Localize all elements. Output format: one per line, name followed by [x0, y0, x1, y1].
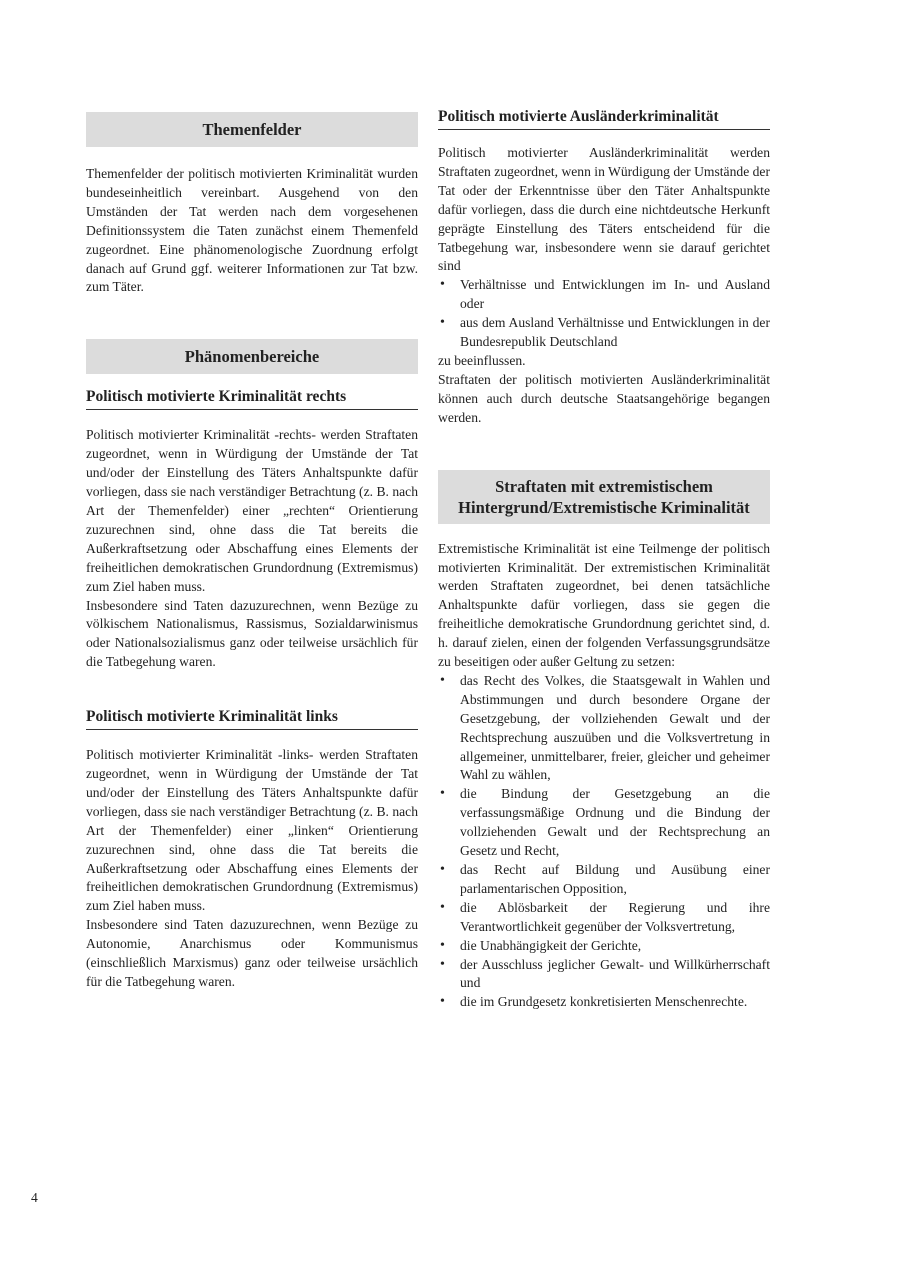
themenfelder-text: Themenfelder der politisch motivierten Kriminalität wurden bundeseinheitlich vereinbart. Ausgehend von den Umständen der Tat werden nach dem vorgesehenen Definitionssystem die Taten zunächst einem Themenfeld zugeordnet. Eine phänomenologische Zuordnung erfolgt danach auf Grund ggf. weiterer Informationen zur Tat bzw. zum Täter. — [86, 166, 418, 295]
auslaender-heading: Politisch motivierte Ausländerkriminalität — [438, 107, 770, 130]
extremismus-heading: Straftaten mit extremistischem Hintergrund/Extremistische Kriminalität — [438, 470, 770, 524]
links-text: Politisch motivierter Kriminalität -links- werden Straftaten zugeordnet, wenn in Würdigung der Umstände der Tat und/oder der Einstellung des Täters Anhaltspunkte dafür vorliegen, dass sie nach verständiger Betrachtung (z. B. nach Art der Themenfelder) einer „linken“ Orientierung zuzurechnen sind, ohne dass die Tat bereits die Außerkraftsetzung oder Abschaffung eines Elements der freiheitlichen demokratischen Grundordnung (Extremismus) zum Ziel haben muss. — [86, 747, 418, 914]
list-item: • die im Grundgesetz konkretisierten Menschenrechte. — [438, 993, 770, 1012]
rechts-text: Politisch motivierter Kriminalität -rechts- werden Straftaten zugeordnet, wenn in Würdigung der Umstände der Tat und/oder der Einstellung des Täters Anhaltspunkte dafür vorliegen, dass sie nach verständiger Betrachtung (z. B. nach Art der Themenfelder) einer „rechten“ Orientierung zuzurechnen sind, ohne dass die Tat bereits die Außerkraftsetzung oder Abschaffung eines Elements der freiheitlichen demokratischen Grundordnung (Extremismus) zum Ziel haben muss. — [86, 427, 418, 594]
list-item: • das Recht auf Bildung und Ausübung einer parlamentarischen Opposition, — [438, 861, 770, 899]
list-item: • Verhältnisse und Entwicklungen im In- und Ausland oder — [438, 276, 770, 314]
list-item: • die Unabhängigkeit der Gerichte, — [438, 937, 770, 956]
phaenomenbereiche-heading: Phänomenbereiche — [86, 339, 418, 374]
page-number: 4 — [31, 1190, 38, 1205]
list-item: • aus dem Ausland Verhältnisse und Entwicklungen in der Bundesrepublik Deutschland — [438, 314, 770, 352]
list-item: • das Recht des Volkes, die Staatsgewalt in Wahlen und Abstimmungen und durch besondere Organe der Gesetzgebung, der vollziehenden Gewalt und der Rechtsprechung auszuüben und die Volksvertretung in allgemeiner, unmittelbarer, freier, gleicher und geheimer Wahl zu wählen, — [438, 672, 770, 785]
rechts-heading: Politisch motivierte Kriminalität rechts — [86, 387, 418, 410]
rechts-text-2: Insbesondere sind Taten dazuzurechnen, wenn Bezüge zu völkischem Nationalismus, Rassismus, Sozialdarwinismus oder Nationalsozialismus ganz oder teilweise ursächlich für die Tatbegehung waren. — [86, 597, 418, 670]
extremismus-list — [438, 672, 770, 1012]
links-heading: Politisch motivierte Kriminalität links — [86, 707, 418, 730]
extremismus-text: Extremistische Kriminalität ist eine Teilmenge der politisch motivierten Kriminalität. Der extremistischen Kriminalität werden Straftaten zugeordnet, bei denen tatsächliche Anhaltspunkte dafür vorliegen, dass sie gegen die freiheitliche demokratische Grundordnung gerichtet sind, d. h. darauf zielen, einen der folgenden Verfassungsgrundsätze zu beseitigen oder außer Geltung zu setzen: — [438, 540, 770, 670]
right-column — [438, 110, 770, 1012]
themenfelder-heading: Themenfelder — [86, 112, 418, 147]
left-column — [86, 110, 418, 992]
list-item: • der Ausschluss jeglicher Gewalt- und Willkürherrschaft und — [438, 956, 770, 994]
list-item: • die Bindung der Gesetzgebung an die verfassungsmäßige Ordnung und die Bindung der vollziehenden Gewalt und der Rechtsprechung an Gesetz und Recht, — [438, 785, 770, 861]
auslaender-text: Politisch motivierter Ausländerkriminalität werden Straftaten zugeordnet, wenn in Würdigung der Umstände der Tat oder der Erkenntnisse über den Täter Anhaltspunkte dafür vorliegen, dass die durch eine nichtdeutsche Herkunft geprägte Einstellung des Täters entscheidend für die Tatbegehung war, insbesondere wenn sie darauf gerichtet sind — [438, 145, 770, 274]
list-item: • die Ablösbarkeit der Regierung und ihre Verantwortlichkeit gegenüber der Volksvertretung, — [438, 899, 770, 937]
auslaender-list — [438, 276, 770, 352]
links-text-2: Insbesondere sind Taten dazuzurechnen, wenn Bezüge zu Autonomie, Anarchismus oder Kommunismus (einschließlich Marxismus) ganz oder teilweise ursächlich für die Tatbegehung waren. — [86, 917, 418, 989]
auslaender-text-after: zu beeinflussen. — [438, 352, 526, 368]
auslaender-text-after-2: Straftaten der politisch motivierten Ausländerkriminalität können auch durch deutsche Staatsangehörige begangen werden. — [438, 371, 770, 425]
